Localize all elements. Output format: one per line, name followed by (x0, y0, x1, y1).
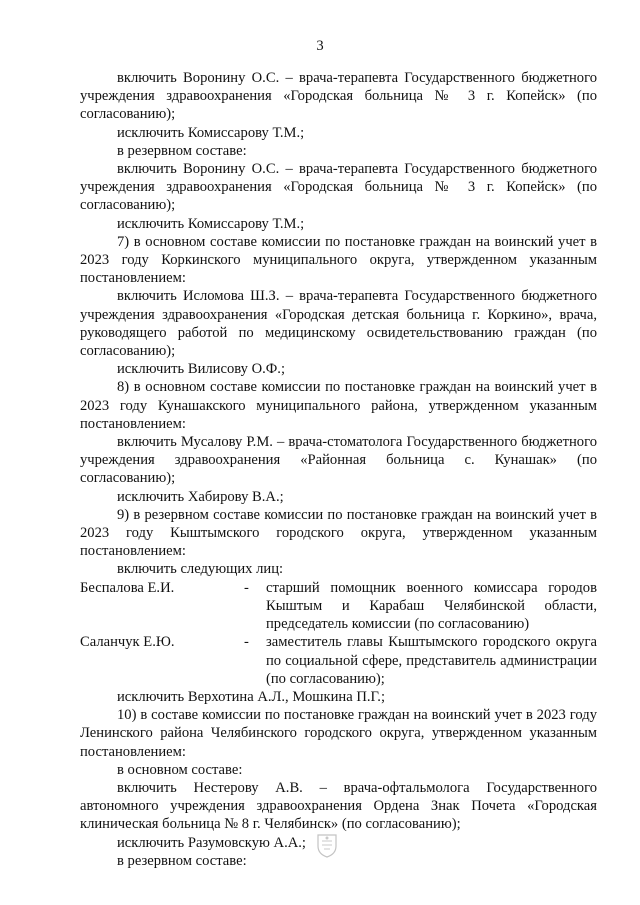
person-name: Саланчук Е.Ю. (80, 634, 175, 651)
paragraph: включить Исломова Ш.З. – врача-терапевта Государственного бюджетного учреждения здравоохранения «Городская детская больница г. Коркино», врача, руководящего работой по медицинскому освидетельствованию граждан (по согласованию); (80, 288, 597, 360)
paragraph: включить следующих лиц: (117, 561, 284, 578)
person-description: заместитель главы Кыштымского городского округа по социальной сфере, представитель администрации (по согласованию); (266, 634, 597, 687)
paragraph: исключить Вилисову О.Ф.; (117, 361, 286, 378)
paragraph: 9) в резервном составе комиссии по постановке граждан на воинский учет в 2023 году Кыштымского городского округа, утвержденном указанным постановлением: (80, 506, 597, 560)
document-body (80, 69, 597, 870)
paragraph: в основном составе: (117, 761, 243, 778)
paragraph: исключить Хабирову В.А.; (117, 488, 284, 505)
paragraph: исключить Разумовскую А.А.; (117, 834, 306, 851)
paragraph: 8) в основном составе комиссии по постановке граждан на воинский учет в 2023 году Кунашакского муниципального района, утвержденном указанным постановлением: (80, 379, 597, 432)
person-dash: - (244, 634, 249, 651)
person-description: старший помощник военного комиссара городов Кыштым и Карабаш Челябинской области, председатель комиссии (по согласованию) (266, 579, 597, 633)
person-name: Беспалова Е.И. (80, 579, 175, 596)
paragraph: включить Мусалову Р.М. – врача-стоматолога Государственного бюджетного учреждения здравоохранения «Районная больница с. Кунашак» (по согласованию); (80, 434, 597, 487)
paragraph: исключить Комиссарову Т.М.; (117, 124, 305, 141)
paragraph: 10) в составе комиссии по постановке граждан на воинский учет в 2023 году Ленинского района Челябинского городского округа, утвержденном указанным постановлением: (80, 707, 597, 760)
person-entry (80, 579, 597, 634)
paragraph: в резервном составе: (117, 852, 247, 869)
coat-of-arms-icon (316, 832, 338, 858)
person-dash: - (244, 579, 249, 596)
paragraph: исключить Комиссарову Т.М.; (117, 215, 305, 232)
paragraph: исключить Верхотина А.Л., Мошкина П.Г.; (117, 688, 386, 705)
page-number: 3 (316, 38, 324, 54)
paragraph: включить Воронину О.С. – врача-терапевта Государственного бюджетного учреждения здравоохранения «Городская больница № 3 г. Копейск» (по согласованию); (80, 161, 597, 214)
paragraph: включить Воронину О.С. – врача-терапевта Государственного бюджетного учреждения здравоохранения «Городская больница № 3 г. Копейск» (по согласованию); (80, 70, 597, 123)
paragraph: 7) в основном составе комиссии по постановке граждан на воинский учет в 2023 году Коркинского муниципального округа, утвержденном указанным постановлением: (80, 233, 597, 287)
paragraph: включить Нестерову А.В. – врача-офтальмолога Государственного автономного учреждения здравоохранения Ордена Знак Почета «Городская клиническая больница № 8 г. Челябинск» (по согласованию); (80, 779, 597, 833)
person-entry (80, 633, 597, 688)
paragraph: в резервном составе: (117, 142, 247, 159)
